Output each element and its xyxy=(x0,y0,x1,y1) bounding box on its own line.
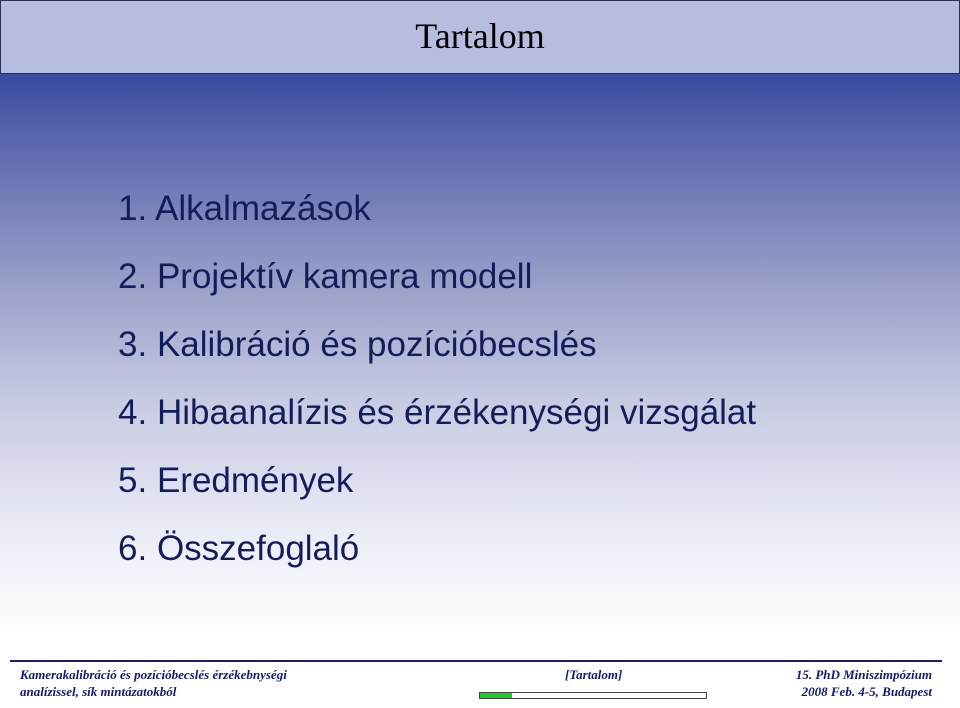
toc-item-4[interactable] xyxy=(118,392,756,460)
footer-left-line1: Kamerakalibráció és pozícióbecslés érzékebnységi xyxy=(20,667,287,682)
toc-label: Összefoglaló xyxy=(156,529,360,568)
slide-progress-fill xyxy=(480,693,512,698)
toc-number: 3. xyxy=(118,325,148,364)
slide-title: Tartalom xyxy=(415,16,545,56)
toc-item-1[interactable] xyxy=(118,188,756,256)
toc-label: Hibaanalízis és érzékenységi vizsgálat xyxy=(156,393,757,432)
footer-right-line1: 15. PhD Miniszimpózium xyxy=(795,667,932,682)
toc-number: 4. xyxy=(118,393,148,432)
footer-right-line2: 2008 Feb. 4-5, Budapest xyxy=(801,684,932,699)
toc-number: 2. xyxy=(118,257,148,296)
toc-label: Alkalmazások xyxy=(155,189,371,228)
toc-label: Eredmények xyxy=(156,461,354,500)
footer-section-link[interactable]: [Tartalom] xyxy=(565,667,623,682)
title-bar xyxy=(0,0,960,74)
toc-number: 6. xyxy=(118,529,148,568)
toc-label: Kalibráció és pozícióbecslés xyxy=(156,325,597,364)
toc-number: 5. xyxy=(118,461,148,500)
footer-divider xyxy=(10,660,942,662)
toc-number: 1. xyxy=(118,189,148,228)
toc-item-3[interactable] xyxy=(118,324,756,392)
footer-left-line2: analízissel, sík mintázatokból xyxy=(20,684,177,699)
toc-label: Projektív kamera modell xyxy=(156,257,533,296)
toc-item-5[interactable] xyxy=(118,460,756,528)
table-of-contents xyxy=(118,188,756,596)
toc-item-6[interactable] xyxy=(118,528,756,596)
toc-item-2[interactable] xyxy=(118,256,756,324)
slide-progress-bar xyxy=(479,692,707,699)
